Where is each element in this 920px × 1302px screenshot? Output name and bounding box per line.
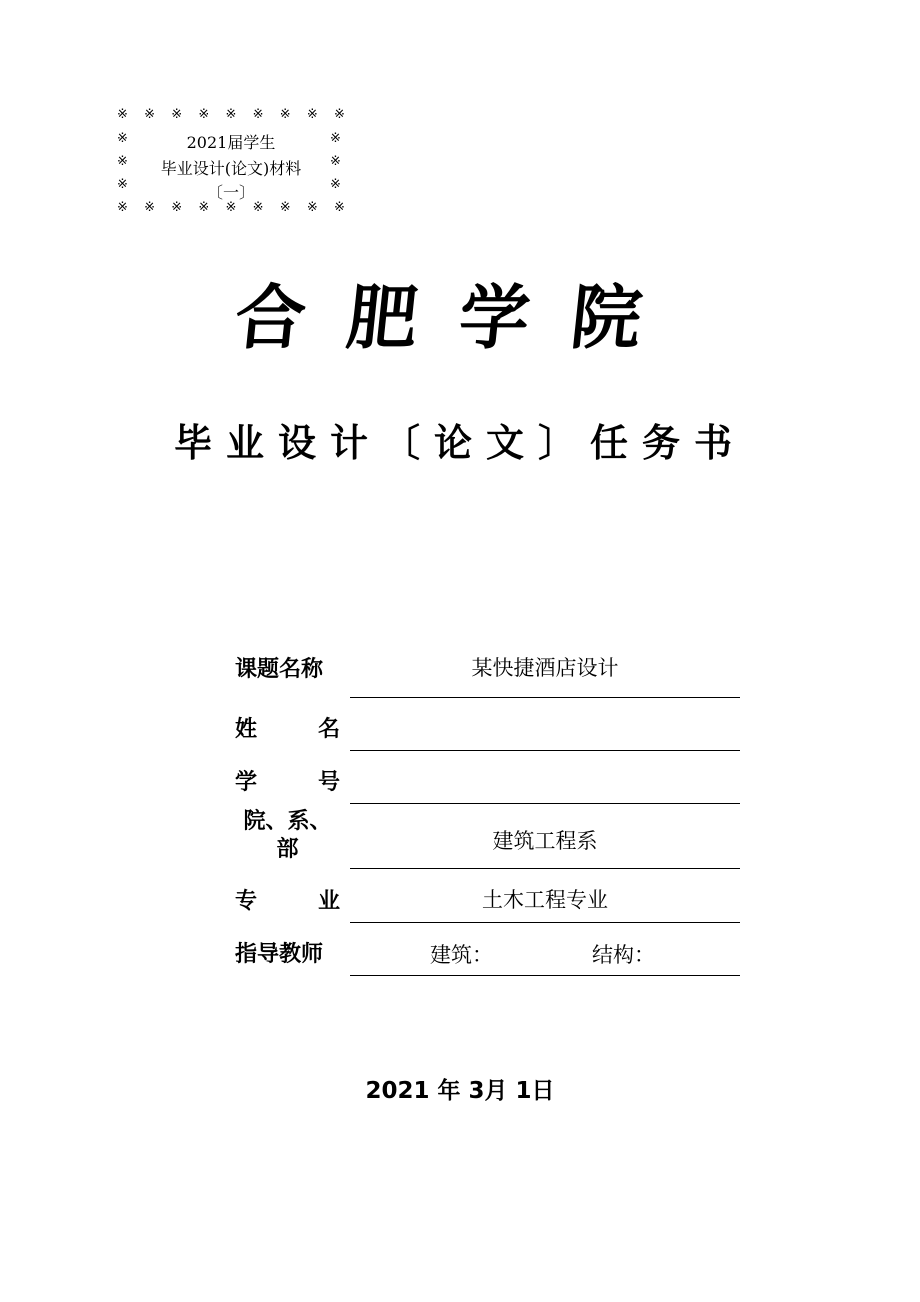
stamp-mark: ※: [198, 107, 210, 122]
stamp-mark: ※: [117, 154, 128, 169]
stamp-mark: ※: [171, 200, 183, 215]
stamp-mark: ※: [330, 154, 341, 169]
stamp-volume-line: 〔一〕: [206, 183, 255, 202]
stamp-mark: ※: [279, 200, 291, 215]
underline: [350, 803, 740, 804]
stamp-mark: ※: [306, 107, 318, 122]
stamp-mark: ※: [334, 107, 345, 122]
school-name: 合肥学院: [231, 276, 688, 359]
stamp-mark: ※: [252, 107, 264, 122]
major-value: 土木工程专业: [482, 888, 608, 912]
stamp-mark: ※: [198, 200, 210, 215]
student-id-label: [235, 765, 340, 796]
stamp-mark: ※: [279, 107, 291, 122]
department-label-line: 院、系、: [243, 809, 332, 834]
topic-value: 某快捷酒店设计: [471, 656, 619, 680]
department-label: [235, 808, 340, 864]
underline: [350, 922, 740, 923]
stamp-mark: ※: [117, 200, 128, 215]
stamp-mark: ※: [144, 107, 156, 122]
underline: [350, 975, 740, 976]
document-title: 毕业设计〔论文〕任务书: [173, 421, 746, 465]
stamp-mark: ※: [334, 200, 345, 215]
stamp-mark: ※: [225, 200, 237, 215]
stamp-mark: ※: [117, 177, 128, 192]
name-label-char: 名: [317, 717, 340, 742]
advisor-architecture: 建筑：: [430, 943, 493, 967]
underline: [350, 868, 740, 869]
stamp-material-line: 毕业设计(论文)材料: [160, 159, 302, 178]
stamp-mark: ※: [225, 107, 237, 122]
name-label: [235, 712, 340, 743]
major-label-char: 专: [235, 889, 258, 914]
underline: [350, 697, 740, 698]
student-id-label-char: 号: [317, 770, 340, 795]
stamp-mark: ※: [330, 177, 341, 192]
department-label-line: 部: [276, 837, 299, 862]
stamp-border-bottom: [117, 201, 345, 214]
advisor-structure: 结构：: [592, 943, 655, 967]
stamp-mark: ※: [144, 200, 156, 215]
student-id-label-char: 学: [235, 770, 258, 795]
stamp-border-top: [117, 108, 345, 121]
stamp-year-line: 2021届学生: [186, 133, 276, 152]
stamp-mark: ※: [306, 200, 318, 215]
stamp-mark: ※: [252, 200, 264, 215]
department-value: 建筑工程系: [492, 829, 598, 853]
underline: [350, 750, 740, 751]
major-label-char: 业: [317, 889, 340, 914]
name-label-char: 姓: [235, 717, 258, 742]
topic-label: 课题名称: [235, 657, 324, 682]
stamp-mark: ※: [117, 131, 128, 146]
stamp-mark: ※: [330, 131, 341, 146]
stamp-mark: ※: [117, 107, 128, 122]
major-label: [235, 884, 340, 915]
advisor-label: 指导教师: [235, 942, 324, 967]
document-date: 2021 年 3月 1日: [365, 1078, 555, 1104]
stamp-mark: ※: [171, 107, 183, 122]
material-stamp: [117, 108, 345, 218]
